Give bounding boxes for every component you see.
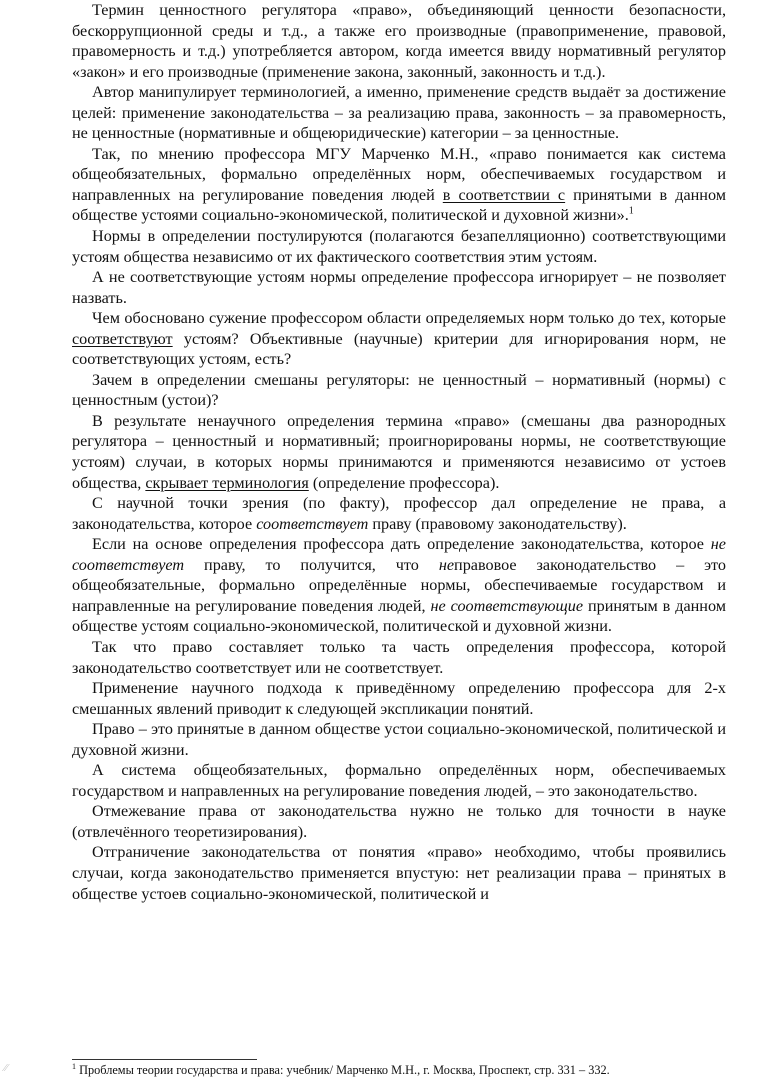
footnote-number: 1 xyxy=(72,1061,76,1071)
paragraph-10-italic-3: не соответствующие xyxy=(430,596,584,615)
paragraph-3-underlined: в соответствии с xyxy=(442,185,566,204)
paragraph-7: Зачем в определении смешаны регуляторы: не ценностный – нормативный (нормы) с ценностным (устои)? xyxy=(72,370,726,410)
paragraph-10 xyxy=(72,534,726,637)
paragraph-12: Применение научного подхода к приведённому определению профессора для 2-х смешанных явлений приводит к следующей экспликации понятий. xyxy=(72,679,726,718)
paragraph-3 xyxy=(72,144,726,226)
margin-mark: ⁄⁄ xyxy=(4,1062,8,1074)
paragraph-6 xyxy=(72,308,726,370)
paragraph-10-italic-2: не xyxy=(438,555,455,574)
paragraph-15: Отмежевание права от законодательства нужно не только для точности в науке (отвлечённого теоретизирования). xyxy=(72,802,726,841)
paragraph-11: Так что право составляет только та часть определения профессора, которой законодательство соответствует или не соответствует. xyxy=(72,637,726,677)
paragraph-8 xyxy=(72,411,726,493)
paragraph-9-italic: соответствует xyxy=(256,514,369,533)
paragraph-6-text-a: Чем обосновано сужение профессором области определяемых норм только до тех, которые xyxy=(92,309,726,328)
paragraph-2: Автор манипулирует терминологией, а именно, применение средств выдаёт за достижение целей: применение законодательства – за реализацию права, законность – за правомерность, не ценностные (нормативные и общеюридические) категории – за ценностные. xyxy=(72,83,726,143)
document-body xyxy=(72,0,726,904)
paragraph-8-text-b: (определение профессора). xyxy=(308,473,500,492)
paragraph-16: Отграничение законодательства от понятия «право» необходимо, чтобы проявились случаи, когда законодательство применяется впустую: нет реализации права – принятых в обществе устоев социально-экономической, политической и xyxy=(72,843,726,903)
footnote-text: Проблемы теории государства и права: учебник/ Марченко М.Н., г. Москва, Проспект, стр. 331 – 332. xyxy=(76,1063,610,1077)
paragraph-10-text-d: принятым в данном обществе устоям социально-экономической, политической и духовной жизни. xyxy=(72,596,726,636)
paragraph-1: Термин ценностного регулятора «право», объединяющий ценности безопасности, бескоррупционной среды и т.д., а также его производные (правоприменение, правовой, правомерность и т.д.) употребляется автором, когда имеется ввиду нормативный регулятор «закон» и его производные (применение закона, законный, законность и т.д.). xyxy=(72,1,726,81)
footnote xyxy=(72,1063,732,1077)
paragraph-3-text-b: принятыми в данном обществе устоями социально-экономической, политической и духовной жизни». xyxy=(72,185,726,225)
paragraph-9-text-a: С научной точки зрения (по факту), профессор дал определение не права, а законодательства, которое xyxy=(72,494,726,533)
paragraph-10-text-c: правовое законодательство – это общеобязательные, формально определённые нормы, обеспечиваемые государством и направленные на регулирование поведения людей, xyxy=(72,555,726,615)
paragraph-8-underlined: скрывает терминология xyxy=(145,473,309,492)
paragraph-6-underlined: соответствуют xyxy=(72,329,173,348)
paragraph-6-text-b: устоям? Объективные (научные) критерии для игнорирования норм, не соответствующих устоям, есть? xyxy=(72,329,726,369)
paragraph-8-text-a: В результате ненаучного определения термина «право» (смешаны два разнородных регулятора – ценностный и нормативный; проигнорированы нормы, не соответствующие устоям) случаи, в которых нормы принимаются и применяются независимо от устоев общества, xyxy=(72,411,726,492)
paragraph-9-text-b: праву (правовому законодательству). xyxy=(368,514,627,533)
paragraph-9 xyxy=(72,493,726,534)
footnote-reference[interactable]: 1 xyxy=(628,206,634,218)
paragraph-3-text-a: Так, по мнению профессора МГУ Марченко М.Н., «право понимается как система общеобязательных, формально определённых норм, обеспечиваемых государством и направленных на регулирование поведения людей xyxy=(72,144,726,204)
paragraph-10-text-a: Если на основе определения профессора дать определение законодательства, которое xyxy=(92,535,711,554)
paragraph-14: А система общеобязательных, формально определённых норм, обеспечиваемых государством и направленных на регулирование поведения людей, – это законодательство. xyxy=(72,761,726,800)
paragraph-13: Право – это принятые в данном обществе устои социально-экономической, политической и духовной жизни. xyxy=(72,720,726,759)
paragraph-4: Нормы в определении постулируются (полагаются безапелляционно) соответствующими устоям общества независимо от их фактического соответствия этим устоям. xyxy=(72,227,726,266)
paragraph-10-text-b: праву, то получится, что xyxy=(184,555,439,574)
footnote-separator xyxy=(72,1059,257,1060)
paragraph-10-italic-1: не соответствует xyxy=(72,535,726,574)
paragraph-5: А не соответствующие устоям нормы определение профессора игнорирует – не позволяет назвать. xyxy=(72,268,726,307)
